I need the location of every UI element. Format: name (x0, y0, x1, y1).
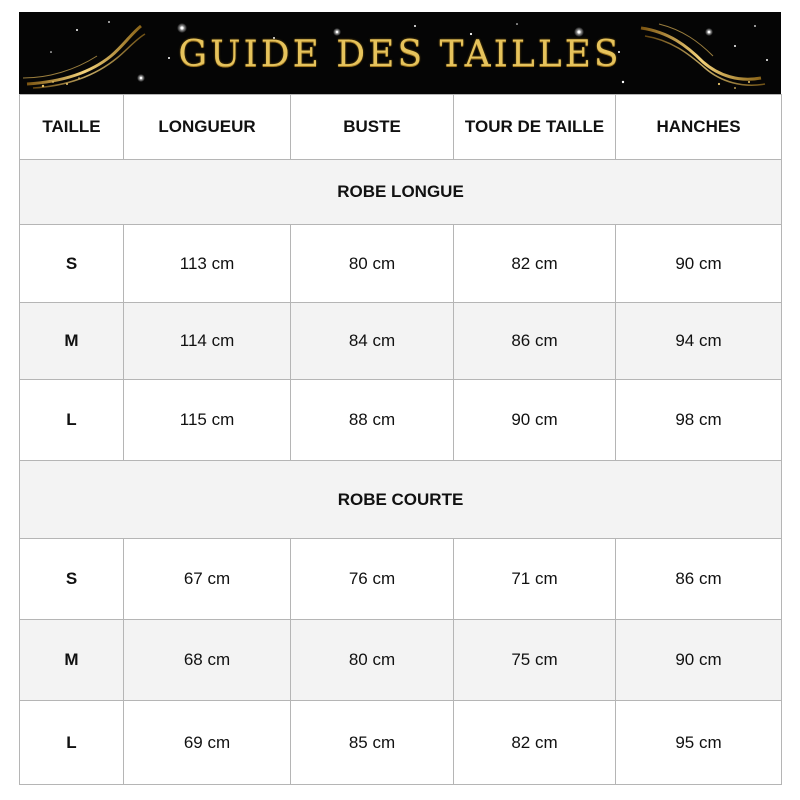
header-row (20, 95, 782, 160)
tour-de-taille-cell: 82 cm (454, 701, 616, 785)
tour-de-taille-cell: 86 cm (454, 303, 616, 380)
size-cell: S (20, 225, 124, 303)
table-row (20, 225, 782, 303)
hanches-cell: 95 cm (616, 701, 782, 785)
table-row (20, 539, 782, 620)
section-title-robe-courte: ROBE COURTE (20, 461, 782, 539)
size-cell: M (20, 303, 124, 380)
size-cell: M (20, 620, 124, 701)
hanches-cell: 98 cm (616, 380, 782, 461)
longueur-cell: 114 cm (124, 303, 291, 380)
column-header-buste: BUSTE (291, 95, 454, 160)
column-header-hanches: HANCHES (616, 95, 782, 160)
table-row (20, 303, 782, 380)
title-banner (19, 12, 781, 94)
hanches-cell: 94 cm (616, 303, 782, 380)
buste-cell: 80 cm (291, 225, 454, 303)
longueur-cell: 115 cm (124, 380, 291, 461)
longueur-cell: 68 cm (124, 620, 291, 701)
tour-de-taille-cell: 71 cm (454, 539, 616, 620)
hanches-cell: 90 cm (616, 225, 782, 303)
tour-de-taille-cell: 82 cm (454, 225, 616, 303)
size-cell: S (20, 539, 124, 620)
table-row (20, 380, 782, 461)
buste-cell: 84 cm (291, 303, 454, 380)
size-cell: L (20, 701, 124, 785)
tour-de-taille-cell: 75 cm (454, 620, 616, 701)
page-title: GUIDE DES TAILLES (178, 33, 622, 75)
column-header-tour-de-taille: TOUR DE TAILLE (454, 95, 616, 160)
section-row (20, 461, 782, 539)
buste-cell: 76 cm (291, 539, 454, 620)
tour-de-taille-cell: 90 cm (454, 380, 616, 461)
buste-cell: 85 cm (291, 701, 454, 785)
table-row (20, 620, 782, 701)
hanches-cell: 86 cm (616, 539, 782, 620)
longueur-cell: 69 cm (124, 701, 291, 785)
longueur-cell: 113 cm (124, 225, 291, 303)
longueur-cell: 67 cm (124, 539, 291, 620)
buste-cell: 88 cm (291, 380, 454, 461)
size-guide-table (19, 94, 782, 785)
section-row (20, 160, 782, 225)
hanches-cell: 90 cm (616, 620, 782, 701)
column-header-longueur: LONGUEUR (124, 95, 291, 160)
buste-cell: 80 cm (291, 620, 454, 701)
size-cell: L (20, 380, 124, 461)
column-header-taille: TAILLE (20, 95, 124, 160)
section-title-robe-longue: ROBE LONGUE (20, 160, 782, 225)
table-row (20, 701, 782, 785)
